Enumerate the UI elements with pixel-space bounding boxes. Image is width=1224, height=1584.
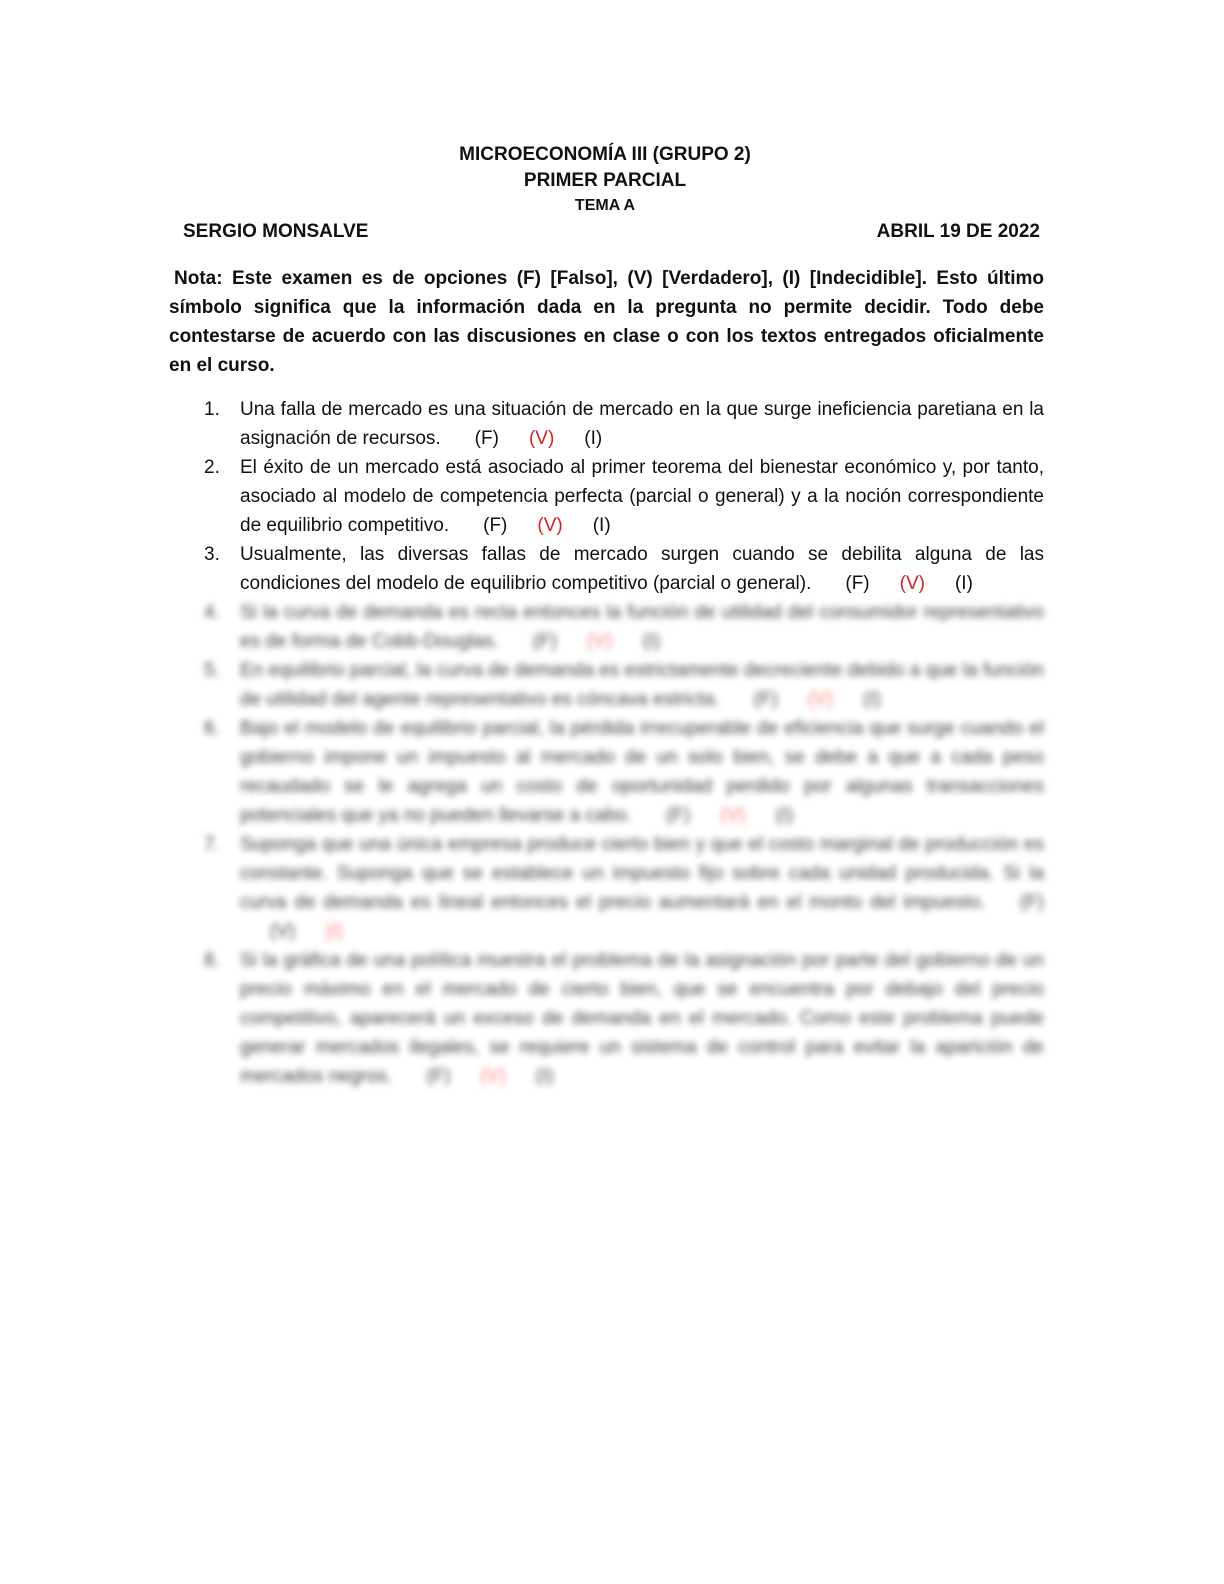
question-number: 7. [204, 834, 220, 855]
option-undecidable: (I) [535, 1066, 554, 1087]
option-false: (F) [1019, 892, 1044, 913]
option-undecidable: (I) [642, 631, 661, 652]
professor-name: SERGIO MONSALVE [183, 221, 369, 242]
option-undecidable: (I) [954, 573, 973, 594]
question-number: 3. [204, 544, 220, 565]
question-item [169, 453, 1044, 540]
question-text: Una falla de mercado es una situación de mercado en la que surge ineficiencia paretiana en la asignación de recursos. [240, 399, 1044, 449]
option-false: (F) [426, 1066, 451, 1087]
question-text: El éxito de un mercado está asociado al primer teorema del bienestar económico y, por tanto, asociado al modelo de competencia perfecta (parcial o general) y a la noción correspondiente de equilibrio competitivo. [240, 457, 1044, 536]
option-true-marked: (V) [807, 689, 834, 710]
option-false: (F) [665, 805, 691, 826]
exam-version: TEMA A [574, 197, 636, 214]
option-true-marked: (V) [720, 805, 746, 826]
question-number: 2. [204, 457, 220, 478]
question-text: Si la curva de demanda es recta entonces la función de utilidad del consumidor representativo es de forma de Cobb-Douglas. [240, 602, 1044, 652]
question-text: Suponga que una única empresa produce cierto bien y que el costo marginal de producción es constante. Suponga que se establece un impuesto fijo sobre cada unidad producida. Si la curva de demanda es lineal entonces el precio aumentará en el monto del impuesto. [240, 834, 1044, 913]
question-number: 4. [204, 602, 220, 623]
exam-date: ABRIL 19 DE 2022 [876, 221, 1040, 242]
question-number: 8. [204, 950, 220, 971]
option-undecidable-marked: (I) [325, 921, 344, 942]
option-undecidable: (I) [775, 805, 794, 826]
option-true-marked: (V) [587, 631, 613, 652]
question-text: Usualmente, las diversas fallas de mercado surgen cuando se debilita alguna de las condiciones del modelo de equilibrio competitivo (parcial o general). [240, 544, 1044, 594]
question-text: Bajo el modelo de equilibrio parcial, la pérdida irrecuperable de eficiencia que surge cuando el gobierno impone un impuesto al mercado de un solo bien, se debe a que a cada peso recaudado se le agrega un costo de oportunidad perdido por algunas transacciones potenciales que ya no pueden llevarse a cabo. [240, 718, 1044, 826]
option-true-marked: (V) [899, 573, 925, 594]
question-number: 6. [204, 718, 220, 739]
question-text: En equilibrio parcial, la curva de demanda es estrictamente decreciente debido a que la función de utilidad del agente representativo es cóncava estricta. [240, 660, 1044, 710]
instructions-note: Nota: Este examen es de opciones (F) [Falso], (V) [Verdadero], (I) [Indecidible]. Esto último símbolo significa que la información dada en la pregunta no permite decidir. Todo debe contestarse de acuerdo con las discusiones en clase o con los textos entregados oficialmente en el curso. [169, 268, 1044, 376]
question-item [169, 540, 1044, 598]
question-item-blurred [169, 830, 1044, 946]
option-false: (F) [753, 689, 778, 710]
option-false: (F) [483, 515, 508, 536]
question-item [169, 395, 1044, 453]
option-undecidable: (I) [592, 515, 611, 536]
question-number: 5. [204, 660, 220, 681]
option-true-marked: (V) [528, 428, 555, 449]
question-item-blurred [169, 598, 1044, 656]
option-false: (F) [474, 428, 499, 449]
question-list [169, 395, 1044, 1091]
option-undecidable: (I) [584, 428, 603, 449]
question-number: 1. [204, 399, 220, 420]
question-text: Si la gráfica de una política muestra el problema de la asignación por parte del gobierno de un precio máximo en el mercado de cierto bien, que se encuentra por debajo del precio competitivo, aparecerá un exceso de demanda en el mercado. Como este problema puede generar mercados ilegales, se requiere un sistema de control para evitar la aparición de mercados negros. [240, 950, 1044, 1087]
question-item-blurred [169, 714, 1044, 830]
option-false: (F) [532, 631, 558, 652]
option-true: (V) [270, 921, 296, 942]
question-item-blurred [169, 656, 1044, 714]
option-true-marked: (V) [480, 1066, 506, 1087]
option-false: (F) [845, 573, 870, 594]
question-item-blurred [169, 946, 1044, 1091]
course-title: MICROECONOMÍA III (GRUPO 2) [459, 144, 751, 165]
exam-title: PRIMER PARCIAL [523, 170, 687, 191]
option-true-marked: (V) [537, 515, 563, 536]
option-undecidable: (I) [863, 689, 882, 710]
